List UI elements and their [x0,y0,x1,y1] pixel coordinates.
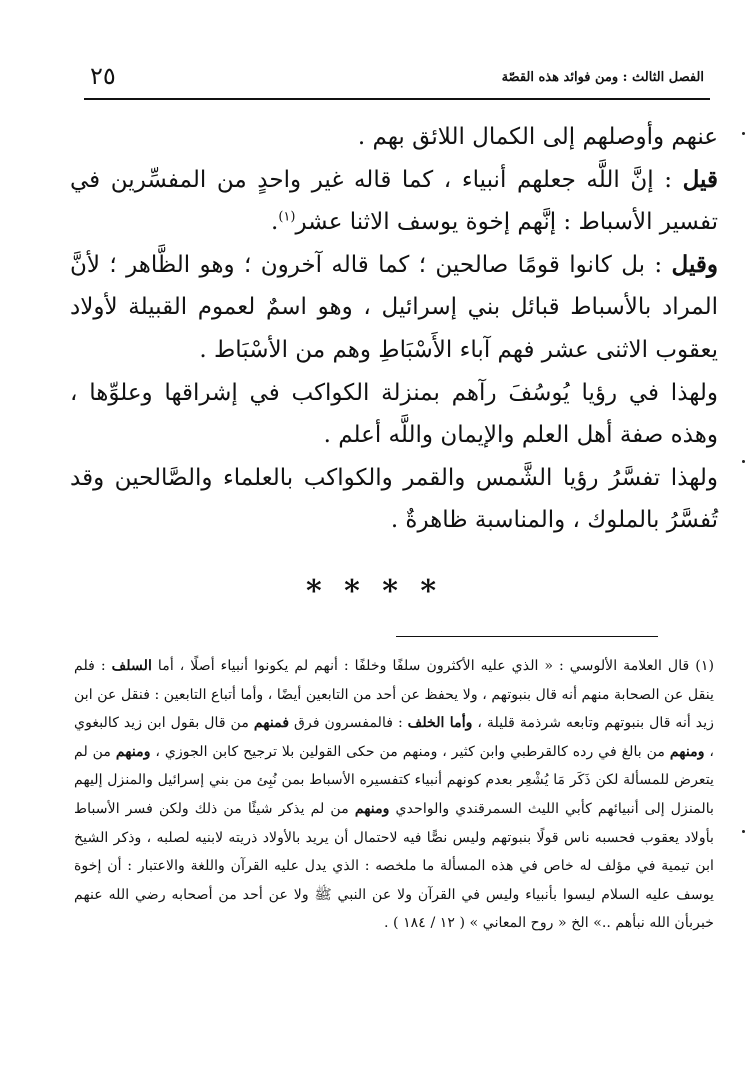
footnote-text: من لم يذكر شيئًا من ذلك ولكن فسر الأسباط بأولاد يعقوب فحسبه ناس قولًا بنبوتهم وليس نصًّا فيه لاحتمال أن يريد بالأولاد ذريته لابنيه لصلبه ، وذكر الشيخ ابن تيمية في مؤلف له خاص في هذه المسألة ما ملخصه : الذي يدل عليه القرآن واللغة والاعتبار : أن إخوة يوسف عليه السلام ليسوا بأنبياء وليس في القرآن ولا عن النبي ﷺ ولا عن أحد من أصحابه رضي الله عنهم خبربأن الله نبأهم ..» الخ « روح المعاني » ( ١٢ / ١٨٤ ) . [74,800,714,932]
paragraph-4 [70,372,718,457]
paragraph-text: عنهم وأوصلهم إلى الكمال اللائق بهم . [357,124,718,150]
footnote-bold-term: فمنهم [253,715,290,732]
footnote-text: من لم يتعرض للمسألة لكن ذَكَر مَا يُشْعِر بعدم كونهم أنبياء كتفسيره الأسباط بمن نُبِئ من بني إسرائيل والمنزل إليهم بالمنزل إلى أنبيائهم كأبي الليث السمرقندي والواحدي [74,743,714,817]
footnote-reference[interactable]: (١) [278,209,296,225]
paragraph-5 [70,457,718,542]
main-text [70,116,718,542]
section-separator: * * * * [305,574,443,609]
footnote [74,652,714,938]
header-rule [84,98,710,100]
running-header [84,62,704,96]
footnote-bold-term: ومنهم [354,800,390,817]
paragraph-1 [70,116,718,159]
paragraph-end-mark: . [271,209,279,236]
footnote-bold-term: ومنهم [669,743,705,760]
footnote-rule [396,636,658,637]
chapter-title: الفصل الثالث : ومن فوائد هذه القصّة [501,70,704,85]
scan-speck [742,132,745,135]
footnote-text: (١) قال العلامة الألوسي : « الذي عليه الأكثرون سلفًا وخلفًا : أنهم لم يكونوا أنبياء أصلًا ، أما [151,658,714,674]
paragraph-text: : بل كانوا قومًا صالحين ؛ كما قاله آخرون ؛ وهو الظَّاهر ؛ لأنَّ المراد بالأسباط قبائل بني إسرائيل ، وهو اسمٌ لعموم القبيلة لأولاد يعقوب الاثنى عشر فهم آباء الأَسْبَاطِ وهم من الأسْبَاط . [70,251,718,363]
footnote-text: : فلم ينقل عن الصحابة منهم أنه قال بنبوتهم ، ولا يحفظ عن أحد من التابعين أيضًا ، وأما أتباع التابعين : فنقل عن ابن زيد أنه قال بنبوتهم وتابعه شرذمة قليلة ، [74,658,715,732]
paragraph-lead-word: وقيل [671,250,718,278]
footnote-bold-term: ومنهم [115,743,151,760]
footnote-bold-term: السلف [111,658,152,674]
paragraph-2 [70,159,718,244]
page-number: ٢٥ [90,62,116,90]
footnote-text: من بالغ في رده كالقرطبي وابن كثير ، ومنهم من حكى القولين بلا ترجيح كابن الجوزي ، [150,743,670,760]
footnote-text: من قال بقول ابن زيد كالبغوي ، [74,715,715,760]
paragraph-text: ولهذا في رؤيا يُوسُفَ رآهم بمنزلة الكواكب في إشراقها وعلوِّها ، وهذه صفة أهل العلم والإيمان واللَّه أعلم . [70,379,718,449]
footnote-text: : فالمفسرون فرق [289,715,408,732]
footnote-bold-term: وأما الخلف [407,715,473,732]
scan-speck [742,460,745,463]
paragraph-lead-word: قيل [682,165,718,193]
paragraph-text: ولهذا تفسَّرُ رؤيا الشَّمس والقمر والكواكب بالعلماء والصَّالحين وقد تُفسَّرُ بالملوك ، والمناسبة ظاهرةٌ . [70,464,718,534]
scan-speck [742,830,745,833]
paragraph-text: : إنَّ اللَّه جعلهم أنبياء ، كما قاله غير واحدٍ من المفسِّرين في تفسير الأسباط : إنَّهم إخوة يوسف الاثنا عشر [70,166,718,236]
paragraph-3 [70,244,718,372]
footnote-body [74,652,714,938]
